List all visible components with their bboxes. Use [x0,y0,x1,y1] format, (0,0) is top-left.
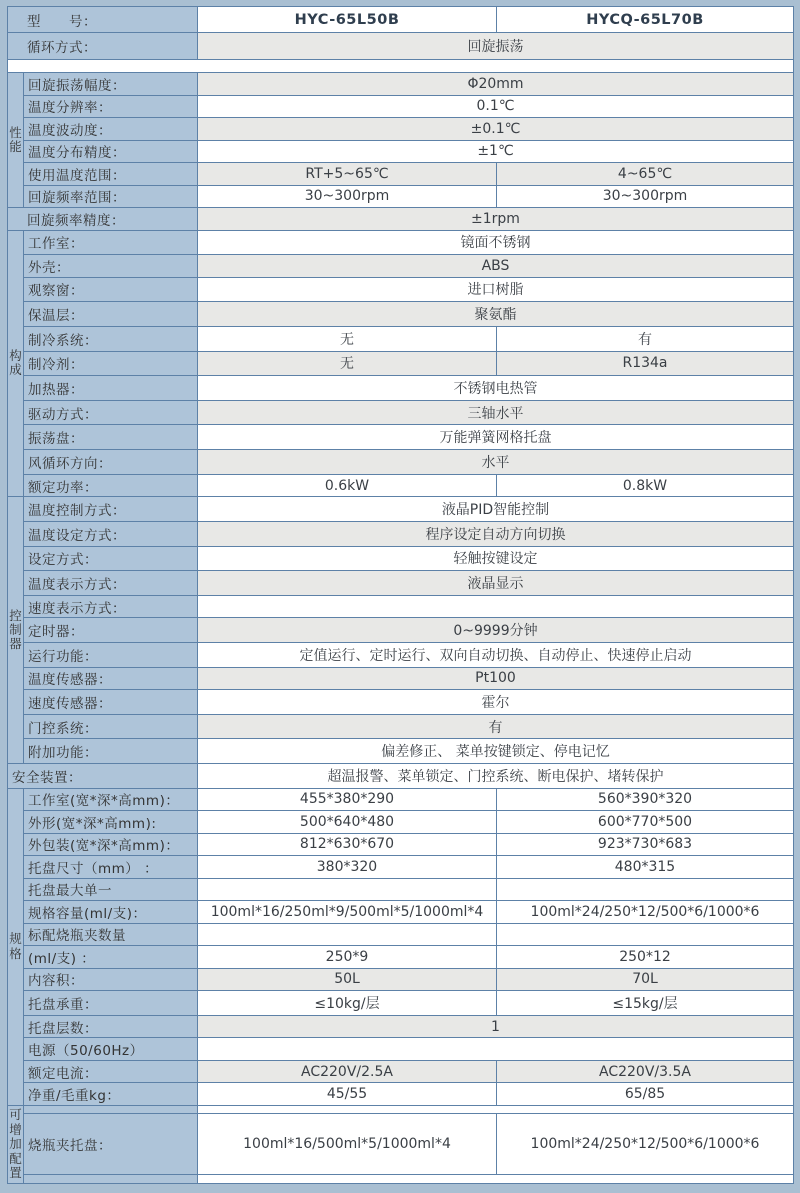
row-label: 温度设定方式： [24,521,198,546]
spec-row [8,1060,794,1083]
row-label: 定时器： [24,618,198,643]
value-cell-right: 65/85 [497,1083,794,1106]
value-cell-span: ±1rpm [198,208,794,231]
value-cell-span: 三轴水平 [198,400,794,425]
value-cell-left: ≤10kg/层 [198,991,497,1016]
row-label: 振荡盘： [24,425,198,450]
separator-row [8,60,794,73]
row-label: 观察窗： [24,277,198,302]
value-cell-left [198,923,497,946]
value-cell-right: 923*730*683 [497,833,794,856]
spec-row [8,788,794,811]
value-cell-left: 100ml*16/500ml*5/1000ml*4 [198,1114,497,1175]
row-label: 温度波动度： [24,118,198,141]
row-label: 制冷剂： [24,351,198,376]
spec-row [8,901,794,924]
spec-row [8,833,794,856]
section-label-char: 增 [9,1121,22,1137]
section-label-char: 可 [9,1107,22,1123]
section-label-char: 格 [9,945,22,961]
row-label: 使用温度范围： [24,163,198,186]
spec-row [8,1083,794,1106]
spec-row [8,497,794,522]
spec-row [8,618,794,643]
spec-row [8,73,794,96]
row-label: 托盘层数： [24,1015,198,1038]
row-label: 托盘承重： [24,991,198,1016]
value-cell-left: AC220V/2.5A [198,1060,497,1083]
row-label: 运行功能： [24,642,198,667]
row-label: 规格容量(ml/支)： [24,901,198,924]
row-label [24,1175,198,1184]
value-cell-span: 水平 [198,450,794,475]
row-label: 工作室(宽*深*高mm)： [24,788,198,811]
row-label: 速度传感器： [24,690,198,715]
section-label [8,497,24,764]
value-cell-left: 50L [198,968,497,991]
spec-row [8,277,794,302]
row-label: 风循环方向： [24,450,198,475]
value-cell-span: 0~9999分钟 [198,618,794,643]
row-label: 温度表示方式： [24,571,198,596]
value-cell-span: 1 [198,1015,794,1038]
value-cell-span: 回旋振荡 [198,33,794,60]
value-cell-span: 万能弹簧网格托盘 [198,425,794,450]
value-cell-right: 600*770*500 [497,811,794,834]
spec-row [8,230,794,255]
value-cell-left [198,878,497,901]
row-label: 标配烧瓶夹数量 [24,923,198,946]
spec-row [8,811,794,834]
value-cell-left: 455*380*290 [198,788,497,811]
row-label: 循环方式： [8,33,198,60]
section-label-char: 性 [9,124,22,140]
section-label-char: 规 [9,931,22,947]
spec-row [8,118,794,141]
value-cell-right: HYCQ-65L70B [497,7,794,33]
row-label [24,1105,198,1114]
spec-row [8,1015,794,1038]
value-cell-left: 100ml*16/250ml*9/500ml*5/1000ml*4 [198,901,497,924]
row-label: 回旋频率范围： [24,185,198,208]
spec-row [8,764,794,789]
row-label: 电源（50/60Hz） [24,1038,198,1061]
value-cell-span [198,595,794,618]
section-label-char: 制 [9,621,22,637]
row-label: 托盘尺寸（mm） ： [24,856,198,879]
spec-row [8,991,794,1016]
value-cell-span: 镜面不锈钢 [198,230,794,255]
section-label [8,1105,24,1183]
value-cell-span [198,1175,794,1184]
spec-row [8,968,794,991]
value-cell-right: 480*315 [497,856,794,879]
spec-row [8,400,794,425]
row-label: 加热器： [24,376,198,401]
spec-row [8,95,794,118]
spec-row [8,714,794,739]
value-cell-right: 100ml*24/250*12/500*6/1000*6 [497,1114,794,1175]
section-label [8,230,24,497]
value-cell-left: 无 [198,351,497,376]
section-label-char: 置 [9,1164,22,1180]
row-label: 回旋振荡幅度： [24,73,198,96]
row-label: 门控系统： [24,714,198,739]
spec-row [8,1105,794,1114]
value-cell-right: ≤15kg/层 [497,991,794,1016]
value-cell-span: 进口树脂 [198,277,794,302]
spec-row [8,163,794,186]
row-label: 工作室： [24,230,198,255]
spec-table [7,6,794,1184]
separator-cell [8,60,794,73]
row-label: 外包装(宽*深*高mm)： [24,833,198,856]
section-label-char: 加 [9,1136,22,1152]
value-cell-left: RT+5~65℃ [198,163,497,186]
row-label: 温度控制方式： [24,497,198,522]
spec-row [8,595,794,618]
value-cell-span: 霍尔 [198,690,794,715]
value-cell-right: 0.8kW [497,474,794,497]
spec-table-body [8,7,794,1184]
value-cell-left: 812*630*670 [198,833,497,856]
value-cell-left: 45/55 [198,1083,497,1106]
row-label: 驱动方式： [24,400,198,425]
value-cell-right: 有 [497,326,794,351]
value-cell-left: 380*320 [198,856,497,879]
spec-row [8,856,794,879]
value-cell-span: ±0.1℃ [198,118,794,141]
value-cell-span: 液晶PID智能控制 [198,497,794,522]
row-label: 温度分辨率： [24,95,198,118]
spec-row [8,33,794,60]
value-cell-span: 轻触按键设定 [198,546,794,571]
value-cell-right: 4~65℃ [497,163,794,186]
spec-row [8,140,794,163]
spec-row [8,1038,794,1061]
value-cell-right: 100ml*24/250*12/500*6/1000*6 [497,901,794,924]
value-cell-left: 30~300rpm [198,185,497,208]
row-label: 回旋频率精度： [8,208,198,231]
value-cell-left: HYC-65L50B [198,7,497,33]
section-label-char: 构 [9,348,22,363]
spec-row [8,946,794,969]
value-cell-span: ABS [198,255,794,278]
value-cell-span: 0.1℃ [198,95,794,118]
value-cell-left: 250*9 [198,946,497,969]
value-cell-left: 500*640*480 [198,811,497,834]
row-label: 内容积： [24,968,198,991]
row-label: 速度表示方式： [24,595,198,618]
value-cell-span: Pt100 [198,667,794,690]
value-cell-right: AC220V/3.5A [497,1060,794,1083]
spec-row [8,642,794,667]
section-label-char: 配 [9,1150,22,1166]
value-cell-right: 250*12 [497,946,794,969]
value-cell-span: 不锈钢电热管 [198,376,794,401]
spec-row [8,690,794,715]
row-label: 设定方式： [24,546,198,571]
row-label: 制冷系统： [24,326,198,351]
row-label: 安全装置： [8,764,198,789]
row-label: 净重/毛重kg： [24,1083,198,1106]
value-cell-left: 无 [198,326,497,351]
row-label: 外形(宽*深*高mm): [24,811,198,834]
spec-row [8,425,794,450]
spec-row [8,302,794,327]
value-cell-right [497,923,794,946]
row-label: 外壳： [24,255,198,278]
row-label: 烧瓶夹托盘： [24,1114,198,1175]
spec-row [8,667,794,690]
section-label [8,73,24,208]
row-label: 额定功率： [24,474,198,497]
spec-row [8,351,794,376]
value-cell-right: 70L [497,968,794,991]
row-label: 保温层： [24,302,198,327]
section-label-char: 成 [9,362,22,378]
row-label: 温度传感器： [24,667,198,690]
row-label: 托盘最大单一 [24,878,198,901]
value-cell-span: 超温报警、菜单锁定、门控系统、断电保护、堵转保护 [198,764,794,789]
spec-row [8,1114,794,1175]
value-cell-span: 定值运行、定时运行、双向自动切换、自动停止、快速停止启动 [198,642,794,667]
spec-row [8,521,794,546]
spec-row [8,571,794,596]
spec-row [8,450,794,475]
row-label: 型 号： [8,7,198,33]
spec-row [8,376,794,401]
row-label: (ml/支) ： [24,946,198,969]
value-cell-right: 560*390*320 [497,788,794,811]
spec-row [8,326,794,351]
value-cell-span: 聚氨酯 [198,302,794,327]
spec-row [8,7,794,33]
section-label [8,788,24,1105]
value-cell-span: 偏差修正、 菜单按键锁定、停电记忆 [198,739,794,764]
value-cell-right: 30~300rpm [497,185,794,208]
row-label: 额定电流： [24,1060,198,1083]
value-cell-left: 0.6kW [198,474,497,497]
spec-row [8,546,794,571]
spec-row [8,739,794,764]
row-label: 附加功能： [24,739,198,764]
value-cell-right [497,878,794,901]
value-cell-span: 液晶显示 [198,571,794,596]
value-cell-right: R134a [497,351,794,376]
spec-row [8,1175,794,1184]
spec-row [8,255,794,278]
spec-row [8,474,794,497]
spec-row [8,878,794,901]
spec-row [8,185,794,208]
value-cell-span: ±1℃ [198,140,794,163]
value-cell-span [198,1105,794,1114]
spec-row [8,208,794,231]
value-cell-span: Φ20mm [198,73,794,96]
section-label-char: 器 [9,636,22,652]
row-label: 温度分布精度： [24,140,198,163]
spec-row [8,923,794,946]
value-cell-span [198,1038,794,1061]
value-cell-span: 有 [198,714,794,739]
section-label-char: 能 [9,139,22,154]
section-label-char: 控 [9,607,22,623]
value-cell-span: 程序设定自动方向切换 [198,521,794,546]
